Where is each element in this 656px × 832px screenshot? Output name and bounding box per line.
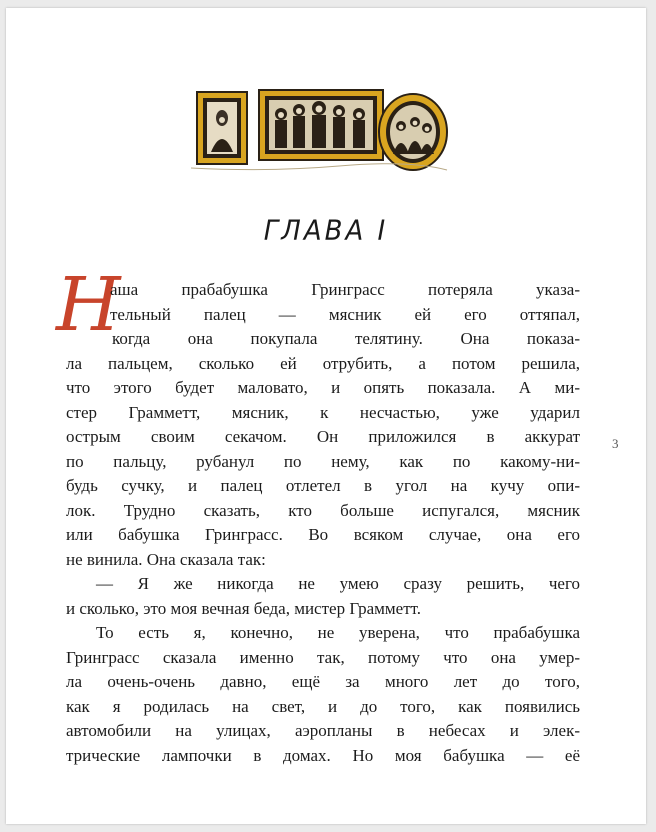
page-number: 3 [612,436,619,451]
drop-cap-letter: Н [56,262,121,348]
text-line: стер Грамметт, мясник, к несчастью, уже ударил [66,402,580,422]
text-line: по пальцу, рубанул по нему, как по какому-ни- [66,451,580,471]
book-page [6,8,646,824]
text-line: лок. Трудно сказать, кто больше испугался, мясник [66,500,580,520]
text-line: ла очень-очень давно, ещё за много лет до того, [66,672,580,691]
text-line: Гринграсс сказала именно так, потому что она умер- [66,647,580,667]
text-line: автомобили на улицах, аэропланы в небесах и элек- [66,721,580,740]
text-line: ла пальцем, сколько ей отрубить, а потом решила, [66,353,580,373]
body-text [66,278,580,768]
text-line: тельный палец — мясник ей его оттяпал, [110,304,580,324]
text-line: То есть я, конечно, не уверена, что прабабушка [96,623,580,642]
text-line: и сколько, это моя вечная беда, мистер Грамметт. [66,598,422,618]
text-line: трические лампочки в домах. Но моя бабушка — её [66,745,580,765]
text-line: острым своим секачом. Он приложился в аккурат [66,427,580,446]
text-line: не винила. Она сказала так: [66,549,266,569]
chapter-title: ГЛАВА I [263,215,389,247]
text-line: что этого будет маловато, и опять показала. А ми- [66,378,580,397]
small-portrait-frame [197,92,247,164]
text-line: как я родилась на свет, и до того, как появились [66,696,580,716]
chapter-header-illustration [189,80,451,180]
text-line: аша прабабушка Гринграсс потеряла указа- [110,280,580,299]
text-line: будь сучку, и палец отлетел в угол на кучу опи- [66,476,580,495]
text-line: — Я же никогда не умею сразу решить, чего [96,574,580,593]
text-line: когда она покупала телятину. Она показа- [112,329,580,348]
oval-portrait-frame [379,94,447,170]
framed-portraits-image [189,80,451,180]
text-line: или бабушка Гринграсс. Во всяком случае, она его [66,525,580,544]
group-portrait-frame [259,90,383,160]
